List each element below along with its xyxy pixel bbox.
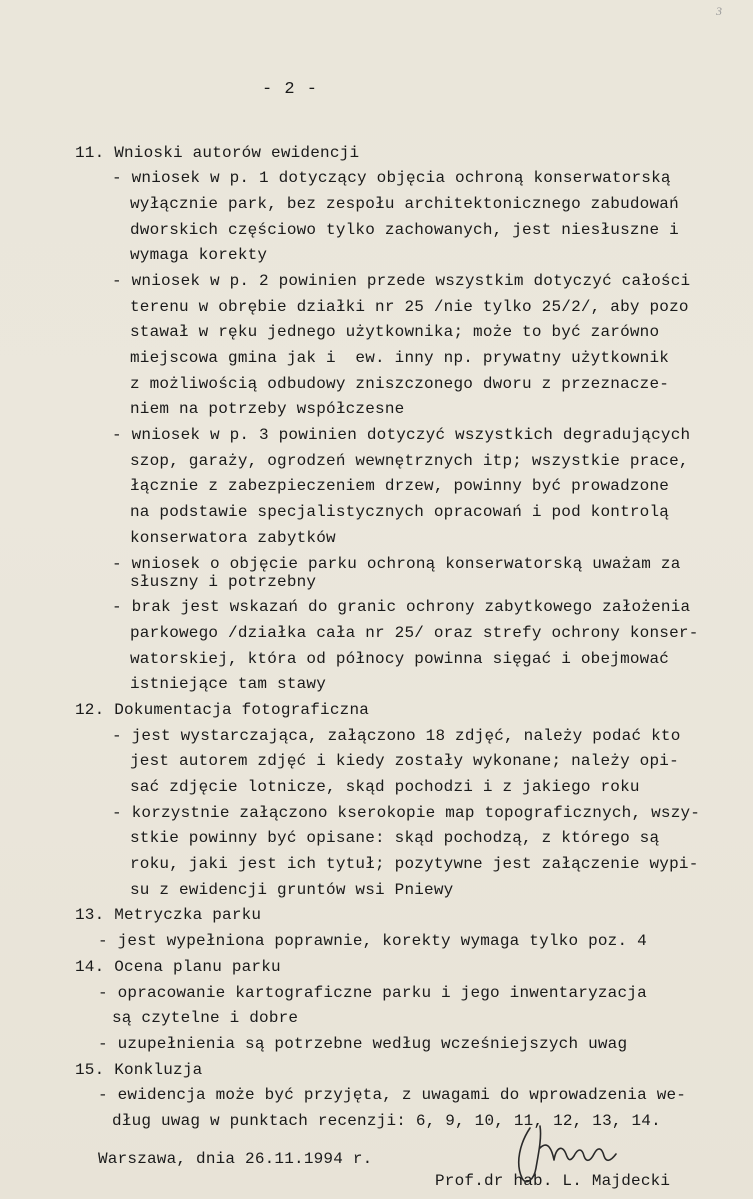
text-line: roku, jaki jest ich tytuł; pozytywne jest załączenie wypi- bbox=[130, 855, 699, 873]
text-line: - opracowanie kartograficzne parku i jego inwentaryzacja bbox=[98, 984, 647, 1002]
text-line: szop, garaży, ogrodzeń wewnętrznych itp; wszystkie prace, bbox=[130, 452, 689, 470]
text-line: parkowego /działka cała nr 25/ oraz strefy ochrony konser- bbox=[130, 624, 699, 642]
page-number: - 2 - bbox=[262, 80, 319, 99]
text-line: - wniosek w p. 3 powinien dotyczyć wszystkich degradujących bbox=[112, 426, 691, 444]
text-line: jest autorem zdjęć i kiedy zostały wykonane; należy opi- bbox=[130, 752, 679, 770]
archive-page-number: 3 bbox=[716, 4, 722, 18]
text-line: stawał w ręku jednego użytkownika; może to być zarówno bbox=[130, 323, 660, 341]
text-line: - uzupełnienia są potrzebne według wcześniejszych uwag bbox=[98, 1035, 628, 1053]
text-line: miejscowa gmina jak i ew. inny np. prywatny użytkownik bbox=[130, 349, 670, 367]
text-line: - brak jest wskazań do granic ochrony zabytkowego założenia bbox=[112, 598, 691, 616]
section-heading-14: 14. Ocena planu parku bbox=[75, 958, 281, 976]
text-line: - jest wypełniona poprawnie, korekty wymaga tylko poz. 4 bbox=[98, 932, 647, 950]
text-line: stkie powinny być opisane: skąd pochodzą, z którego są bbox=[130, 829, 660, 847]
text-line: - wniosek w p. 2 powinien przede wszystkim dotyczyć całości bbox=[112, 272, 691, 290]
text-line: istniejące tam stawy bbox=[130, 675, 327, 693]
text-line: watorskiej, która od północy powinna sięgać i obejmować bbox=[130, 650, 670, 668]
text-line: - ewidencja może być przyjęta, z uwagami do wprowadzenia we- bbox=[98, 1086, 687, 1104]
section-heading-15: 15. Konkluzja bbox=[75, 1061, 203, 1079]
text-line: terenu w obrębie działki nr 25 /nie tylko 25/2/, aby pozo bbox=[130, 298, 689, 316]
text-line: - korzystnie załączono kserokopie map topograficznych, wszy- bbox=[112, 804, 701, 822]
text-line: - jest wystarczająca, załączono 18 zdjęć, należy podać kto bbox=[112, 727, 681, 745]
text-line: dług uwag w punktach recenzji: 6, 9, 10, 11, 12, 13, 14. bbox=[112, 1112, 661, 1130]
text-line: słuszny i potrzebny bbox=[130, 573, 317, 591]
text-line: konserwatora zabytków bbox=[130, 529, 336, 547]
text-line: - wniosek o objęcie parku ochroną konserwatorską uważam za bbox=[112, 555, 681, 573]
text-line: - wniosek w p. 1 dotyczący objęcia ochroną konserwatorską bbox=[112, 169, 671, 187]
text-line: su z ewidencji gruntów wsi Pniewy bbox=[130, 881, 454, 899]
signatory-name: Prof.dr hab. L. Majdecki bbox=[435, 1172, 671, 1190]
place-and-date: Warszawa, dnia 26.11.1994 r. bbox=[98, 1150, 373, 1168]
section-heading-11: 11. Wnioski autorów ewidencji bbox=[75, 144, 360, 162]
text-line: wyłącznie park, bez zespołu architektonicznego zabudowań bbox=[130, 195, 679, 213]
text-line: łącznie z zabezpieczeniem drzew, powinny być prowadzone bbox=[130, 477, 670, 495]
text-line: dworskich częściowo tylko zachowanych, jest niesłuszne i bbox=[130, 221, 679, 239]
text-line: niem na potrzeby współczesne bbox=[130, 400, 405, 418]
text-line: z możliwością odbudowy zniszczonego dworu z przeznacze- bbox=[130, 375, 670, 393]
text-line: są czytelne i dobre bbox=[112, 1009, 299, 1027]
section-heading-12: 12. Dokumentacja fotograficzna bbox=[75, 701, 370, 719]
text-line: wymaga korekty bbox=[130, 246, 268, 264]
text-line: sać zdjęcie lotnicze, skąd pochodzi i z jakiego roku bbox=[130, 778, 640, 796]
section-heading-13: 13. Metryczka parku bbox=[75, 906, 262, 924]
text-line: na podstawie specjalistycznych opracowań i pod kontrolą bbox=[130, 503, 670, 521]
